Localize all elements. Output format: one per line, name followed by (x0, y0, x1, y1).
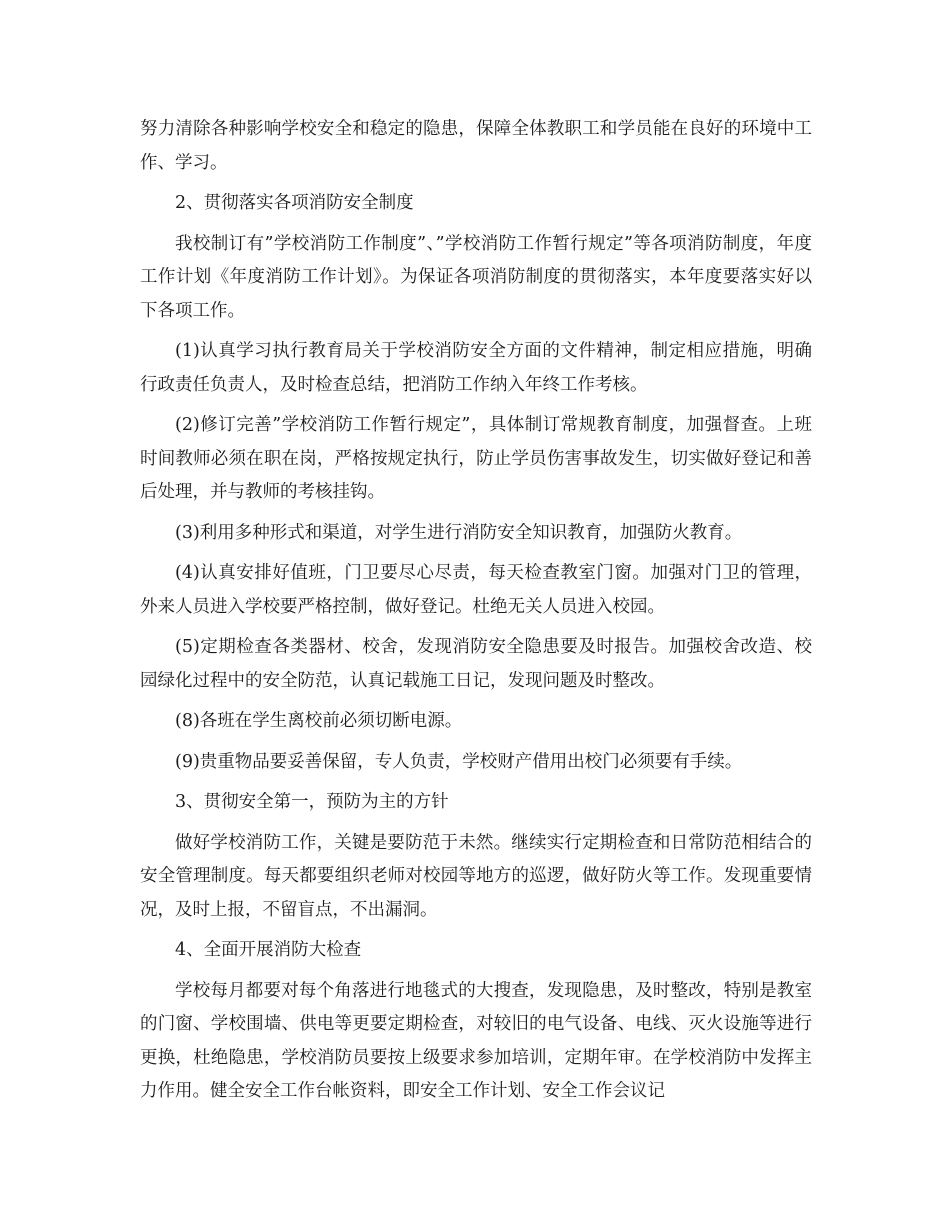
list-item-1: (1)认真学习执行教育局关于学校消防安全方面的文件精神，制定相应措施，明确行政责任负责人，及时检查总结，把消防工作纳入年终工作考核。 (140, 341, 812, 395)
heading-2: 2、贯彻落实各项消防安全制度 (175, 193, 414, 213)
heading-3: 3、贯彻安全第一，预防为主的方针 (175, 792, 449, 812)
list-item-4: (4)认真安排好值班，门卫要尽心尽责，每天检查教室门窗。加强对门卫的管理，外来人员进入学校要严格控制，做好登记。杜绝无关人员进入校园。 (140, 563, 812, 617)
list-item-9: (9)贵重物品要妥善保留，专人负责，学校财产借用出校门必须要有手续。 (175, 751, 743, 772)
paragraph-12: 做好学校消防工作，关键是要防范于未然。继续实行定期检查和日常防范相结合的安全管理制度。每天都要组织老师对校园等地方的巡逻，做好防火等工作。发现重要情况，及时上报，不留盲点，不出漏洞。 (140, 832, 812, 920)
list-item-3: (3)利用多种形式和渠道，对学生进行消防安全知识教育，加强防火教育。 (175, 522, 743, 543)
list-item-8: (8)各班在学生离校前必须切断电源。 (175, 711, 463, 731)
document-page (140, 113, 812, 1116)
paragraph-14: 学校每月都要对每个角落进行地毯式的大搜查，发现隐患，及时整改，特别是教室的门窗、学校围墙、供电等更要定期检查，对较旧的电气设备、电线、灭火设施等进行更换，杜绝隐患，学校消防员要按上级要求参加培训，定期年审。在学校消防中发挥主力作用。健全安全工作台帐资料，即安全工作计划、安全工作会议记 (140, 980, 812, 1101)
list-item-2: (2)修订完善”学校消防工作暂行规定”，具体制订常规教育制度，加强督查。上班时间教师必须在职在岗，严格按规定执行，防止学员伤害事故发生，切实做好登记和善后处理，并与教师的考核挂钩。 (140, 415, 812, 502)
list-item-5: (5)定期检查各类器材、校舍，发现消防安全隐患要及时报告。加强校舍改造、校园绿化过程中的安全防范，认真记载施工日记，发现问题及时整改。 (140, 637, 812, 691)
paragraph-1: 努力清除各种影响学校安全和稳定的隐患，保障全体教职工和学员能在良好的环境中工作、学习。 (140, 119, 812, 173)
heading-4: 4、全面开展消防大检查 (175, 940, 362, 960)
paragraph-3: 我校制订有”学校消防工作制度”、”学校消防工作暂行规定”等各项消防制度，年度工作计划《年度消防工作计划》。为保证各项消防制度的贯彻落实，本年度要落实好以下各项工作。 (140, 233, 812, 321)
